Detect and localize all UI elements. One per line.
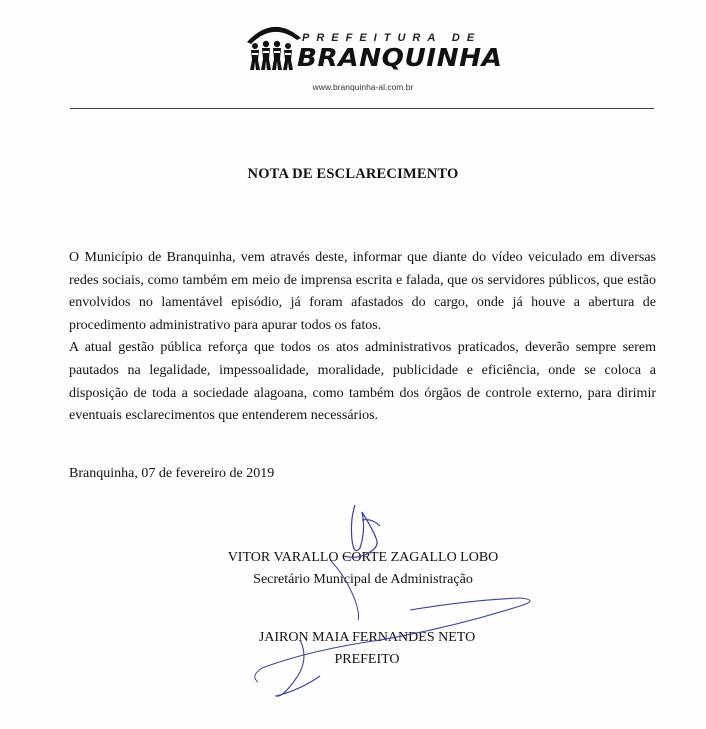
signatory-2-role: PREFEITO (334, 652, 400, 667)
header-divider (70, 108, 654, 109)
date-line: Branquinha, 07 de fevereiro de 2019 (69, 466, 275, 481)
body-paragraph-2: A atual gestão pública reforça que todos os atos administrativos praticados, deverão sempre serem pautados na legalidade, impessoalidade, moralidade, publicidade e eficiência, onde se coloca a disposição de toda a sociedade alagoana, como também dos órgãos de controle externo, para dirimir eventuais esclarecimentos que entenderem necessários. (69, 340, 656, 424)
website-url: www.branquinha-al.com.br (312, 82, 414, 92)
body-paragraph-1: O Município de Branquinha, vem através deste, informar que diante do vídeo veiculado em diversas redes sociais, como também em meio de imprensa escrita e falada, que os servidores públicos, que estão envolvidos no lamentável episódio, já foram afastados do cargo, onde já houve a abertura de procedimento administrativo para apurar todos os fatos. (69, 250, 656, 333)
document-title: NOTA DE ESCLARECIMENTO (247, 166, 459, 182)
people-group-logo-icon (243, 20, 303, 76)
signatory-1-name: VITOR VARALLO CORTE ZAGALLO LOBO (227, 550, 499, 565)
signatory-block-1 (0, 547, 706, 591)
city-name-logo-text: BRANQUINHA (297, 43, 503, 72)
signatory-2-name: JAIRON MAIA FERNANDES NETO (258, 630, 476, 645)
signatory-block-2 (0, 627, 706, 671)
prefeitura-de-label: PREFEITURA DE (302, 32, 482, 44)
letterhead (0, 18, 706, 98)
document-body (69, 247, 656, 428)
signatory-1-role: Secretário Municipal de Administração (253, 572, 473, 587)
